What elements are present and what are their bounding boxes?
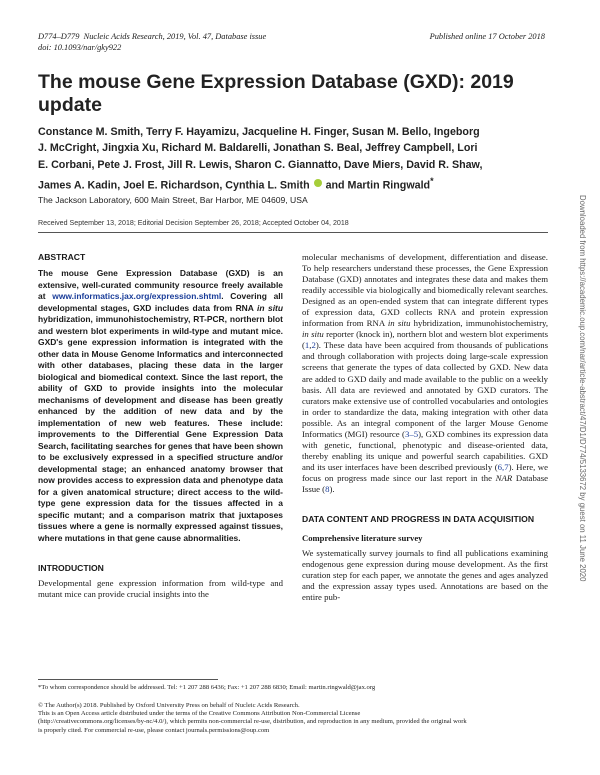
author-line: E. Corbani, Pete J. Frost, Jill R. Lewis, Sharon C. Giannatto, Dave Miers, David R. Shaw,	[38, 158, 483, 171]
header-divider	[38, 232, 548, 233]
abstract-text: The mouse Gene Expression Database (GXD) is an extensive, well-curated community resource freely available at www.informatics.jax.org/expression.shtml. Covering all developmental stages, GXD includes data from RNA in situ hybridization, immunohistochemistry, RT-PCR, northern blot and western blot experiments in wild-type and mutant mice. GXD's gene expression information is integrated with the other data in Mouse Genome Informatics and interconnected with other databases, placing these data in the larger biological and biomedical context. Since the last report, the ability of GXD to provide insights into the molecular mechanisms of development and disease has been greatly enhanced by the addition of new data and by the implementation of new web features. These include: improvements to the Differential Gene Expression Data Search, facilitating searches for genes that have been shown to be exclusively expressed in a specified structure and/or developmental stage; an enhanced anatomy browser that now provides access to expression data and phenotype data for a given anatomical structure; direct access to the wild-type gene expression data for the tissues affected in a specific mutant; and a comparison matrix that juxtaposes tissues where a gene is normally expressed against tissues, where mutations in that gene cause abnormalities.	[38, 268, 283, 543]
published-date: Published online 17 October 2018	[429, 32, 545, 41]
citation-link[interactable]: 6,7	[497, 461, 509, 472]
correspondence-footnote: *To whom correspondence should be addressed. Tel: +1 207 288 6436; Fax: +1 207 288 6830; Email: martin.ringwald@jax.org	[38, 684, 376, 691]
citation-link[interactable]: 2	[311, 340, 316, 351]
footnote-divider	[38, 679, 218, 680]
literature-survey-subheading: Comprehensive literature survey	[302, 533, 423, 544]
citation-link[interactable]: 8	[325, 483, 330, 494]
author-line: J. McCright, Jingxia Xu, Richard M. Baldarelli, Jonathan S. Beal, Jeffrey Campbell, Lori	[38, 142, 478, 155]
journal-citation: Nucleic Acids Research, 2019, Vol. 47, Database issue	[83, 32, 267, 41]
data-section-heading: DATA CONTENT AND PROGRESS IN DATA ACQUISITION	[302, 514, 535, 525]
affiliation: The Jackson Laboratory, 600 Main Street, Bar Harbor, ME 04609, USA	[38, 195, 308, 205]
article-title: The mouse Gene Expression Database (GXD): 2019 update	[38, 71, 514, 116]
corresponding-mark: *	[430, 175, 434, 186]
download-watermark: Downloaded from https://academic.oup.com/nar/article-abstract/47/D1/D774/5133672 by guest on 11 June 2020	[578, 195, 587, 582]
introduction-continued: molecular mechanisms of development, differentiation and disease. To help researchers understand these processes, the Gene Expression Database (GXD) annotates and integrates these data and makes them readily accessible via biologically and biomedically relevant searches. Designed as an open-ended system that can integrate different types of expression data, GXD collects RNA and protein expression information from RNA in situ hybridization, immunohistochemistry, in situ reporter (knock in), northern blot and western blot experiments (1,2). These data have been acquired from thousands of publications and through collaboration with projects doing large-scale expression screens that generate the types of data collected by GXD. New data are added to GXD daily and made available to the public on a weekly basis. All data are reviewed and annotated by GXD curators. The curators make extensive use of controlled vocabularies and ontologies in order to standardize the data, making integration with other data possible. As an integral component of the larger Mouse Genome Informatics (MGI) resource (3–5), GXD combines its expression data with genetic, functional, phenotypic and disease-oriented data, thereby enabling its unique and powerful search capabilities. GXD and its user interfaces have been described previously (6,7). Here, we focus on progress made since our last report in the NAR Database Issue (8).	[302, 252, 549, 494]
abstract-heading: ABSTRACT	[38, 252, 86, 262]
author-list	[38, 124, 548, 194]
page-range: D774–D779	[38, 32, 80, 41]
introduction-heading: INTRODUCTION	[38, 563, 104, 573]
citation-link[interactable]: 3–5	[404, 428, 419, 439]
citation-link[interactable]: 1	[304, 340, 310, 351]
left-column	[38, 252, 283, 600]
author-line: Constance M. Smith, Terry F. Hayamizu, Jacqueline H. Finger, Susan M. Bello, Ingeborg	[38, 126, 480, 138]
literature-survey-text: We systematically survey journals to find all publications examining endogenous gene expression during mouse development. As the first curation step for each paper, we annotate the genes and ages analyzed and the expression assay types used. Annotations are based on the entire pub-	[302, 548, 548, 603]
doi: doi: 10.1093/nar/gky922	[38, 42, 122, 52]
author-line: James A. Kadin, Joel E. Richardson, Cynthia L. Smith and Martin Ringwald*	[38, 175, 434, 192]
copyright-footnote: © The Author(s) 2018. Published by Oxford University Press on behalf of Nucleic Acids Research. This is an Open Access article distributed under the terms of the Creative Commons Attribution Non-Commercial License (http://creativecommons.org/licenses/by-nc/4.0/), which permits non-commercial re-use, distribution, and reproduction in any medium, provided the original work is properly cited. For commercial re-use, please contact journals.permissions@oup.com	[38, 702, 467, 734]
introduction-text: Developmental gene expression information from wild-type and mutant mice can provide crucial insights into the	[38, 578, 283, 600]
right-column	[302, 252, 548, 603]
received-dates: Received September 13, 2018; Editorial Decision September 26, 2018; Accepted October 04, 2018	[38, 219, 349, 227]
gxd-link[interactable]: www.informatics.jax.org/expression.shtml	[52, 291, 222, 301]
orcid-icon[interactable]	[314, 179, 322, 187]
